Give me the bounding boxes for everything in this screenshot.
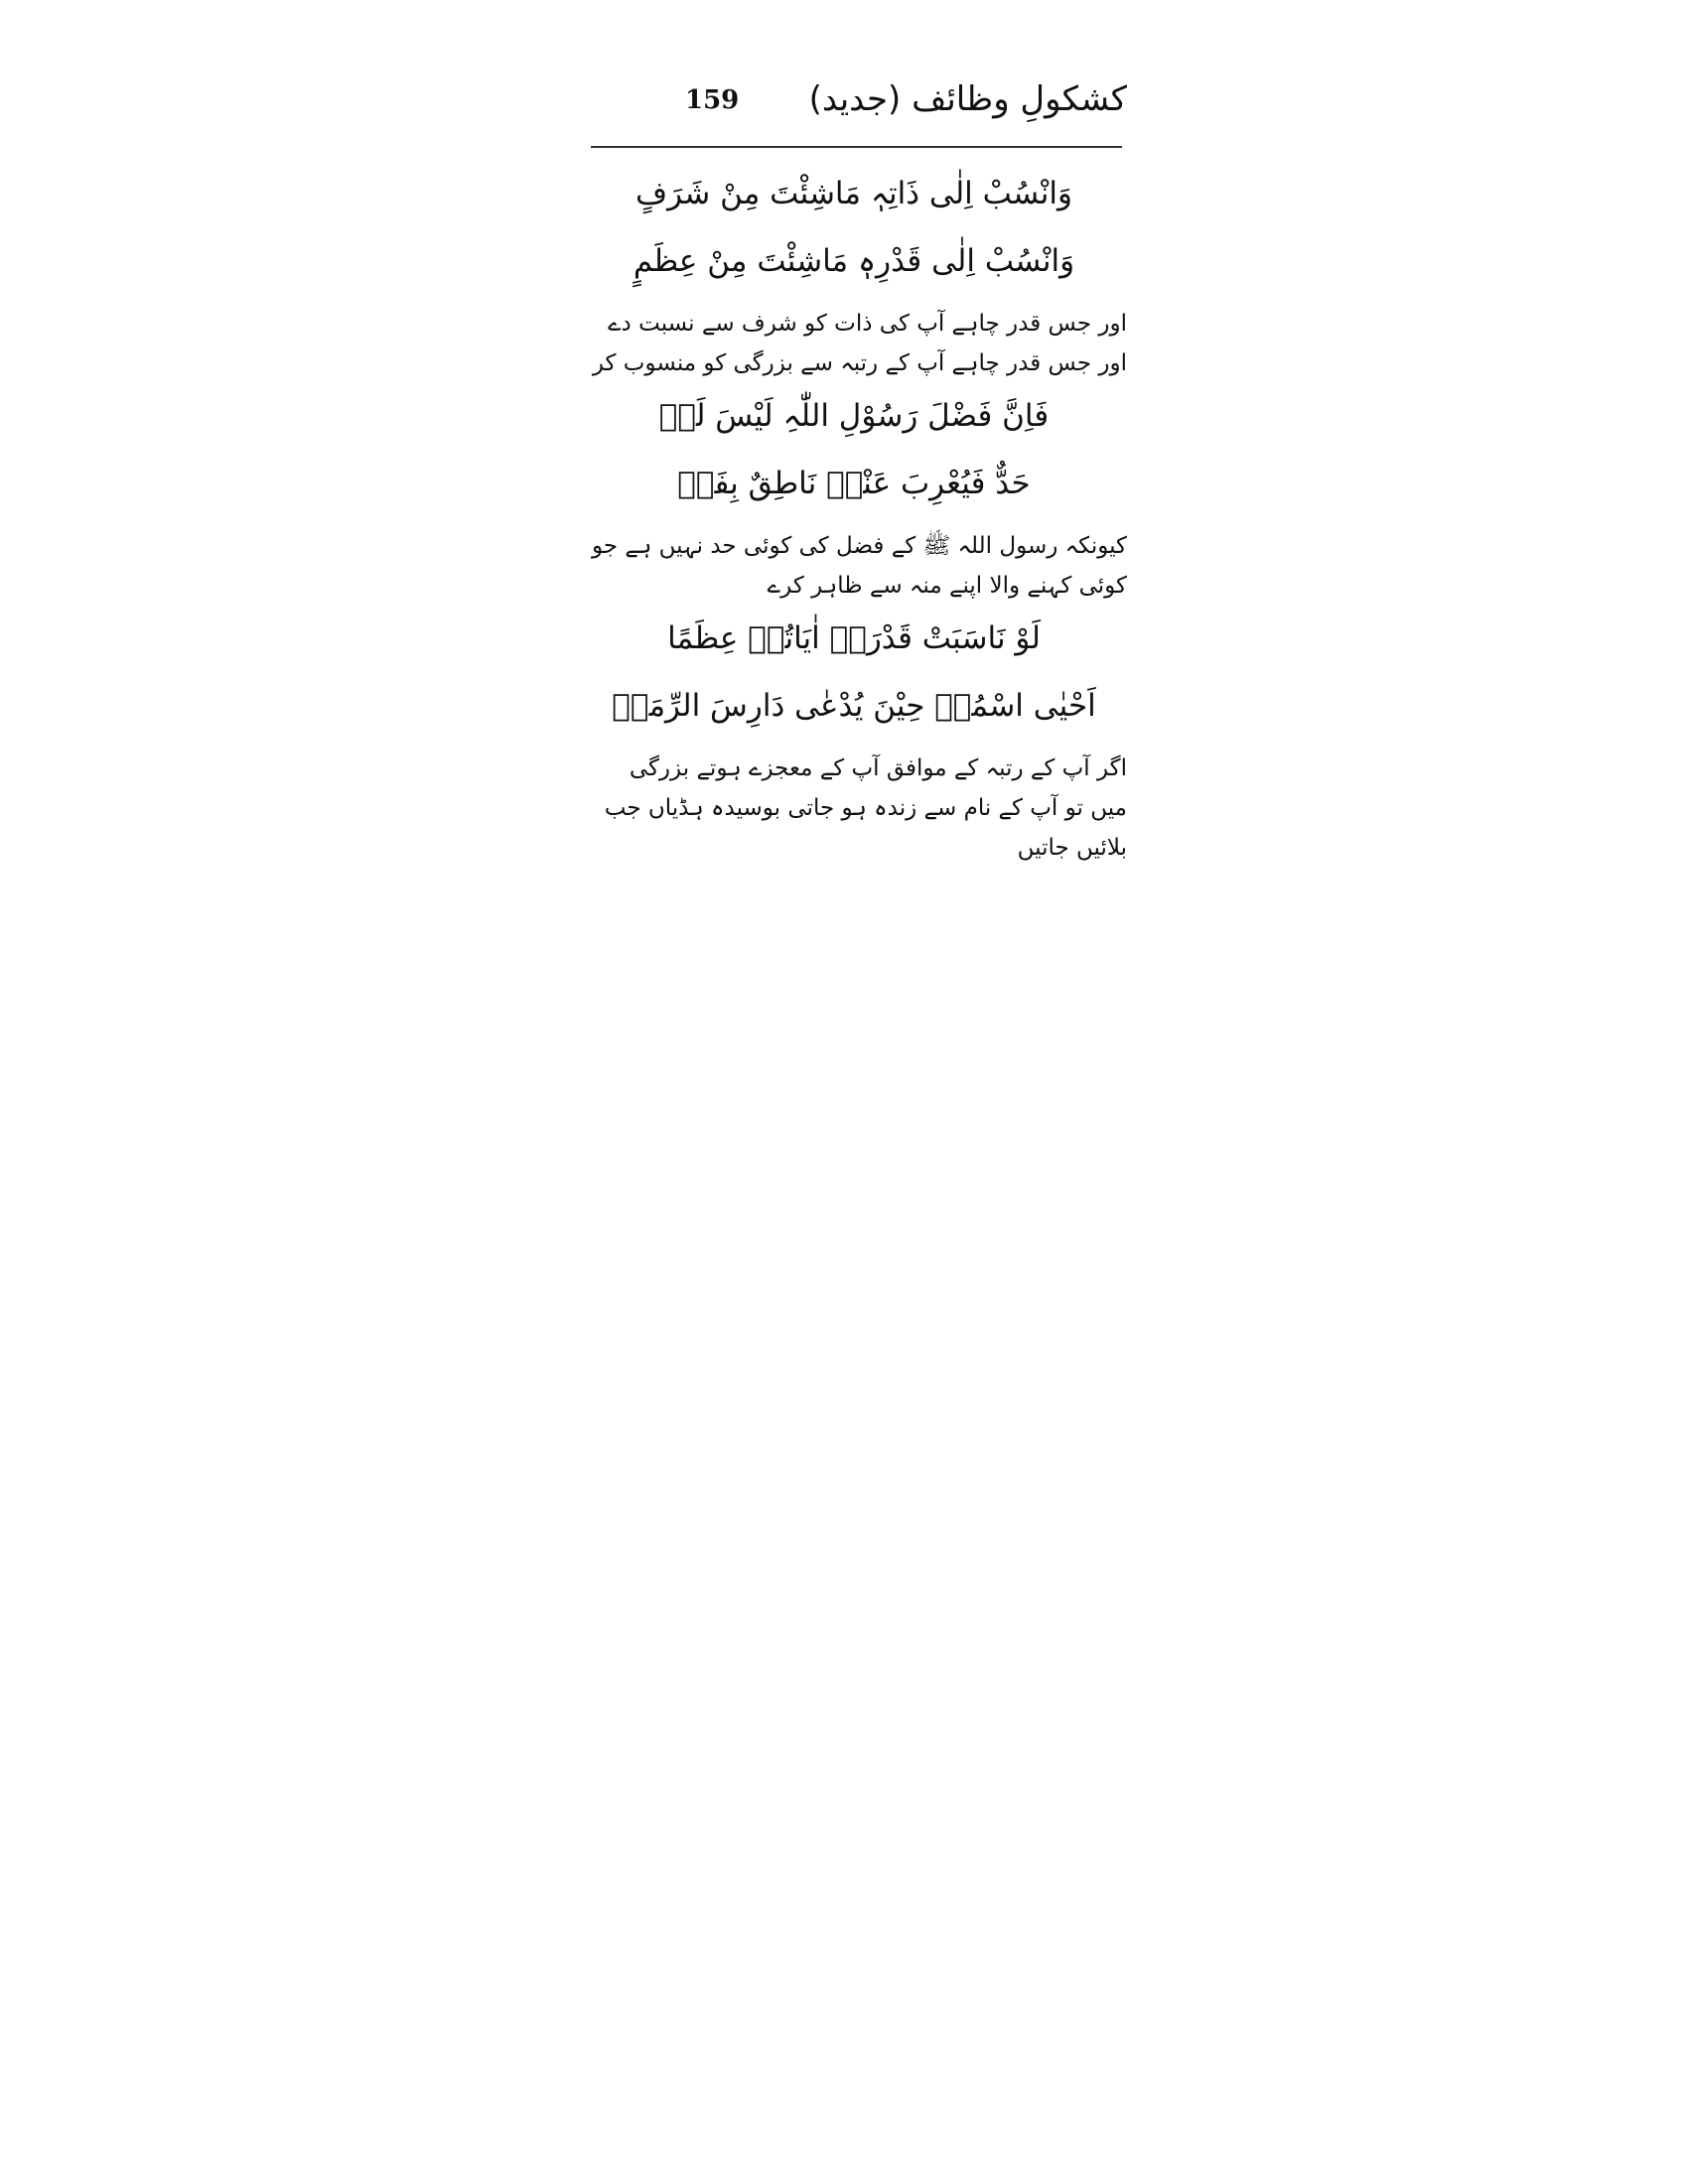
page-header <box>586 79 1127 149</box>
urdu-translation-line: بلائیں جاتیں <box>1017 835 1127 861</box>
arabic-verse: حَدٌّ فَیُعْرِبَ عَنْہُ نَاطِقٌ بِفَمٖ <box>677 466 1031 501</box>
book-title: کشکولِ وظائف (جدید) <box>808 79 1127 119</box>
arabic-verse: فَاِنَّ فَضْلَ رَسُوْلِ اللّٰہِ لَیْسَ لَہٗ <box>658 398 1050 434</box>
arabic-verse: وَانْسُبْ اِلٰی ذَاتِہٖ مَاشِئْتَ مِنْ شَرَفٍ <box>635 176 1072 211</box>
urdu-translation-line: اور جس قدر چاہے آپ کی ذات کو شرف سے نسبت دے <box>608 311 1127 337</box>
page-number: 159 <box>685 85 740 115</box>
urdu-translation-line: میں تو آپ کے نام سے زندہ ہو جاتی بوسیدہ ہڈیاں جب <box>604 795 1127 821</box>
arabic-verse: وَانْسُبْ اِلٰی قَدْرِہٖ مَاشِئْتَ مِنْ عِظَمٍ <box>633 243 1075 279</box>
urdu-translation-line: کوئی کہنے والا اپنے منہ سے ظاہر کرے <box>767 573 1127 599</box>
arabic-verse: اَحْیٰی اسْمُہٗ حِیْنَ یُدْعٰی دَارِسَ الرِّمَمٖ <box>612 688 1096 724</box>
couplet-block <box>581 391 1127 606</box>
header-divider <box>591 146 1122 148</box>
urdu-translation-line: کیونکہ رسول اللہ ﷺ کے فضل کی کوئی حد نہیں ہے جو <box>592 533 1127 559</box>
urdu-translation-line: اگر آپ کے رتبہ کے موافق آپ کے معجزے ہوتے بزرگی <box>629 755 1127 781</box>
urdu-translation-line: اور جس قدر چاہے آپ کے رتبہ سے بزرگی کو منسوب کر <box>592 350 1127 376</box>
couplet-block <box>581 614 1127 868</box>
couplet-block <box>581 169 1127 383</box>
poem-content <box>581 169 1127 868</box>
arabic-verse: لَوْ نَاسَبَتْ قَدْرَہٗ اٰیَاتُہٗ عِظَمًا <box>667 620 1041 656</box>
